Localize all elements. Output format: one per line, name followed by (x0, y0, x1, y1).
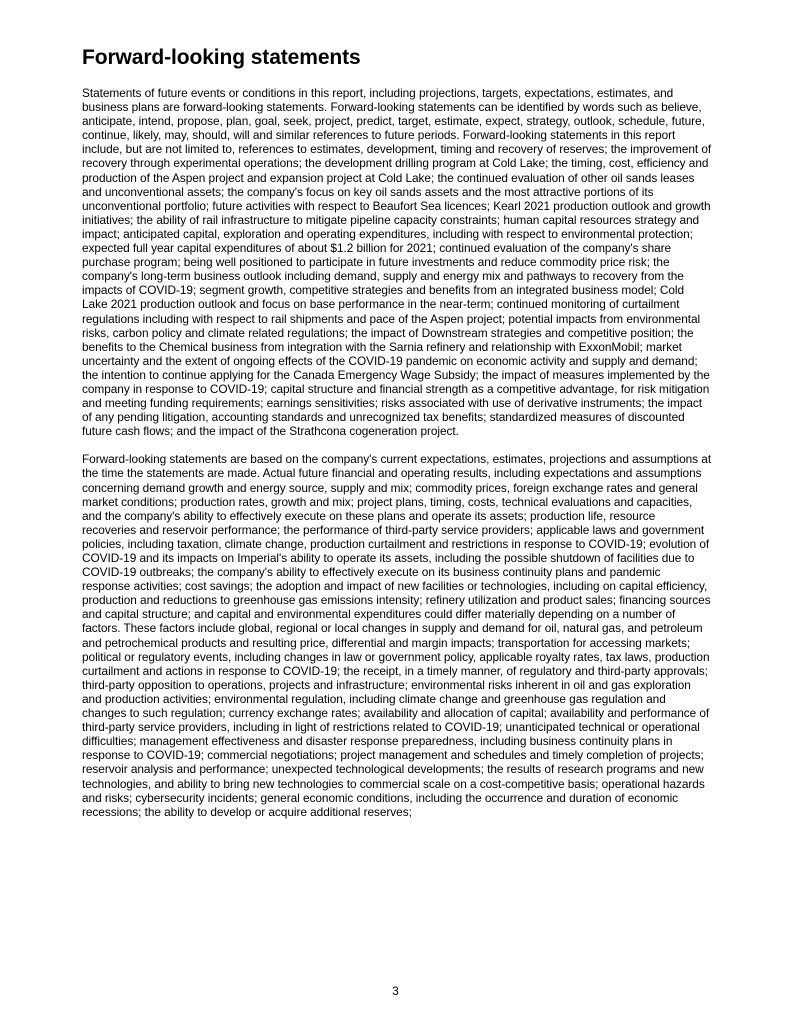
paragraph-forward-looking-definition: Statements of future events or conditions in this report, including projections, targets, expectations, estimates, and business plans are forward-looking statements. Forward-looking statements can be identified by words such as believe, anticipate, intend, propose, plan, goal, seek, project, predict, target, estimate, expect, strategy, outlook, schedule, future, continue, likely, may, should, will and similar references to future periods. Forward-looking statements in this report include, but are not limited to, references to estimates, development, timing and recovery of reserves; the improvement of recovery through experimental operations; the development drilling program at Cold Lake; the timing, cost, efficiency and production of the Aspen project and expansion project at Cold Lake; the continued evaluation of other oil sands leases and unconventional assets; the company's focus on key oil sands assets and the most attractive portions of its unconventional portfolio; future activities with respect to Beaufort Sea licences; Kearl 2021 production outlook and growth initiatives; the ability of rail infrastructure to mitigate pipeline capacity constraints; human capital resources strategy and impact; anticipated capital, exploration and operating expenditures, including with respect to environmental protection; expected full year capital expenditures of about $1.2 billion for 2021; continued evaluation of the company's share purchase program; being well positioned to participate in future investments and reduce commodity price risk; the company's long-term business outlook including demand, supply and energy mix and pathways to recovery from the impacts of COVID-19; segment growth, competitive strategies and benefits from an integrated business model; Cold Lake 2021 production outlook and focus on base performance in the near-term; continued monitoring of curtailment regulations including with respect to rail shipments and pace of the Aspen project; potential impacts from environmental risks, carbon policy and climate related regulations; the impact of Downstream strategies and competitive position; the benefits to the Chemical business from integration with the Sarnia refinery and relationship with ExxonMobil; market uncertainty and the extent of ongoing effects of the COVID-19 pandemic on economic activity and supply and demand; the intention to continue applying for the Canada Emergency Wage Subsidy; the impact of measures implemented by the company in response to COVID-19; capital structure and financial strength as a competitive advantage, for risk mitigation and meeting funding requirements; earnings sensitivities; risks associated with use of derivative instruments; the impact of any pending litigation, accounting standards and unrecognized tax benefits; standardized measures of discounted future cash flows; and the impact of the Strathcona cogeneration project. (82, 86, 712, 439)
page-number: 3 (392, 984, 399, 998)
document-page (82, 44, 712, 819)
section-title: Forward-looking statements (82, 46, 361, 69)
paragraph-forward-looking-assumptions: Forward-looking statements are based on the company's current expectations, estimates, projections and assumptions at the time the statements are made. Actual future financial and operating results, including expectations and assumptions concerning demand growth and energy source, supply and mix; commodity prices, foreign exchange rates and general market conditions; production rates, growth and mix; project plans, timing, costs, technical evaluations and capacities, and the company's ability to effectively execute on these plans and operate its assets; production life, resource recoveries and reservoir performance; the performance of third-party service providers; applicable laws and government policies, including taxation, climate change, production curtailment and restrictions in response to COVID-19; evolution of COVID-19 and its impacts on Imperial's ability to operate its assets, including the possible shutdown of facilities due to COVID-19 outbreaks; the company's ability to effectively execute on its business continuity plans and pandemic response activities; cost savings; the adoption and impact of new facilities or technologies, including on capital efficiency, production and reductions to greenhouse gas emissions intensity; refinery utilization and product sales; financing sources and capital structure; and capital and environmental expenditures could differ materially depending on a number of factors. These factors include global, regional or local changes in supply and demand for oil, natural gas, and petroleum and petrochemical products and resulting price, differential and margin impacts; transportation for accessing markets; political or regulatory events, including changes in law or government policy, applicable royalty rates, tax laws, production curtailment and actions in response to COVID-19; the receipt, in a timely manner, of regulatory and third-party approvals; third-party opposition to operations, projects and infrastructure; environmental risks inherent in oil and gas exploration and production activities; environmental regulation, including climate change and greenhouse gas regulation and changes to such regulation; currency exchange rates; availability and allocation of capital; availability and performance of third-party service providers, including in light of restrictions related to COVID-19; unanticipated technical or operational difficulties; management effectiveness and disaster response preparedness, including business continuity plans in response to COVID-19; commercial negotiations; project management and schedules and timely completion of projects; reservoir analysis and performance; unexpected technological developments; the results of research programs and new technologies, and ability to bring new technologies to commercial scale on a cost-competitive basis; operational hazards and risks; cybersecurity incidents; general economic conditions, including the occurrence and duration of economic recessions; the ability to develop or acquire additional reserves; (82, 452, 712, 819)
